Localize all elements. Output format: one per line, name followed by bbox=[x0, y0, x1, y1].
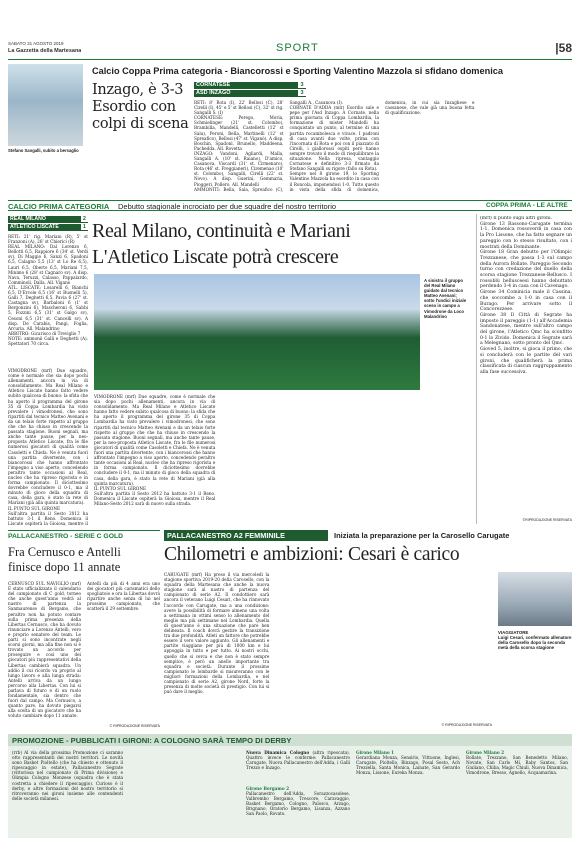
sidebar-label: COPPA PRIMA - LE ALTRE bbox=[486, 202, 568, 209]
promo-box bbox=[8, 734, 572, 838]
basket-main-subtitle: Iniziata la preparazione per la Carosello Carugate bbox=[334, 531, 510, 540]
basket-left-body: CERNUSCO SUL NAVIGLIO (mrf) È stato ufficializzato il calendario del campionato di C gold, torneo che anche quest'anno vedrà al nastro di partenza la Sanmaurense di Bergamo, che peraltro non ha potuto contare sulla prima presenza della Libertas Cernusco, che ha dovuto rinunciare a Lorenzo Antelli, vero e proprio senatore del team. Le parti si sono incontrate negli scorsi giorni, ma alla fine non si è trovato un accordo per proseguire e così uno dei giocatori più rappresentativi della Libertas cambierà squadra. Un addio il cui ricordo va proprio al lungo lavoro e alla lunga strada: Antelli arriva da un lungo percorso alla Libertas. Con lui si parlava di futuro e di un ruolo fondamentale, sia dentro che fuori dal campo. Ma Cernusco, a quanto pare, ha dovuto piegarsi alla scelta di un giocatore che ha voluto cambiare dopo 11 annate. Antelli da più di 4 anni era uno dei giocatori più carismatici dello spogliatoio e ora la Libertas dovrà ripartire anche senza di lui nel prossimo campionato, che scatterà il 29 settembre. bbox=[8, 581, 160, 719]
promo-group-text: Pallacanestro dell'Adda, Sorazzocasolese, Valbrembo Bergamo, Trescore, Caravaggio, Basket Bergamo, Cologno, Palosco, Arzago, Brignano, Oratorio Bergamo, Lisanza, Azzano San Paolo, Rovato. bbox=[246, 791, 350, 817]
promo-group bbox=[246, 786, 350, 836]
top-body: RETI: 8' Rota (I), 22' Bellosi (C), 28' Cirelli (I), 45' e 5' st Bellosi (C), 32' st rig. Sangalli S. (I) CORNATESE: Perego, Moria, Schmielinger (21' st. Colombo), Brambilla, Mandelli, Castelletti (12' st Sala), Peroni, Bella, Martinelli (12' st Spreafico), Bellosi (47' st. Viganò). A disp. Boschin, Spadoni, Brunello, Maddeena, Pachedda. All. Rovetta INZAGO: Vandoni, Agliardi, Malla, Sangalli A. (10' st. Raiano), D'amico, Casanova, Viscardi (31' st. Cirmenaro), Rota (46' st. Freggianeri), Ciremenao (10' st. Colombo), Sangalli, Cirelli (22' st. Novo). A disp. Guerini, Gemmaria, Pioggeri, Pollero. All. Mandelli AMMONITI: Bella, Sala, Spreafico (C), Sangalli A., Casanova (I). CORNATE D'ADDA (mlr) Esordio sale e pepe per l'Asd Inzago. A Cornate, nella prima giornata di Coppa Lombardia, la formazione di mister Mandelli ha conquistato un punto, al termine di una partita rocambolesca e vivace. I padroni di casa avanti due volte, prima con l'incornata di Rota e poi con il piazzato di Cirelli, i giallorossi ospiti però hanno sempre trovato il modo di riequilibrare la situazione. Nella ripresa, vantaggio Cornatese e definitivo 3-3 firmato da Stefano Sangalli su rigore (fallo su Rota). Sempre nel 8 girone 19, lo Sporting Valentino Mazzola ha esordito in casa con il Roncola, imponendosi 1-0. Tutto questo in vista della sfida di domenica, domenica, in cui sia Inzaghese e cassanese, che vale già una buona fetta di qualificazione. bbox=[194, 100, 475, 192]
team-photo-caption: A sinistra il gruppo del Real Milano guidato dal tecnico Matteo Avenani; sotto l'undici iniziale sceso in campo a Vimodrone da Loco Malandrino bbox=[424, 278, 467, 319]
promo-group-title: Nuova Dinamica Cologno bbox=[246, 750, 310, 755]
section-bar bbox=[8, 200, 572, 211]
score-row bbox=[194, 82, 306, 89]
promo-group bbox=[246, 750, 350, 784]
basket-left-label: PALLACANESTRO - SERIE C GOLD bbox=[8, 533, 124, 540]
score-row bbox=[8, 216, 88, 223]
promo-group-text: (altra ripescata). Quattro invece le conferme: Pallacanestro Carugate, Nuova Pallacanestro dell'Adda, i Galli Trezzo e Inzago. bbox=[246, 750, 350, 771]
promo-group-title: Girone Milano 2 bbox=[466, 750, 505, 755]
team-name: CORNATESE bbox=[196, 82, 231, 88]
team-name: ASD INZAGO bbox=[196, 90, 231, 96]
promo-intro: (rrb) Al via della prossima Promozione ci saranno otto rappresentanti dei nostri territori. Le novità sono Basket Pioltello (che ha chiesto e ottenuto il ripescaggio in estate), Pallacanestro Segrate (vittoriosa nel campionato di Prima divisione) e Olimpia Cologno Monzese (squadra che è stata costretta a chiedere il ripescaggio). Curioso è il derby, e altre formazioni del nostro territorio si ritroveranno nei gironi insieme alle contendenti delle società milanesi. bbox=[12, 750, 123, 801]
section-subtitle: Debutto stagionale incrociato per due squadre del nostro territorio bbox=[118, 202, 337, 211]
promo-group-text: Gerardiana Monza, Sensirio, Vittuone, Inglesi, Carugate, Pioltello, Binzago, Posal Sesto, Ach Trezzella, Santa Monica, Lainate, San Gerardo Monza, Lissone, Eureka Monza. bbox=[356, 755, 460, 776]
photo-sangalli bbox=[8, 64, 83, 146]
top-scorebox bbox=[194, 82, 306, 97]
match2-scorebox bbox=[8, 216, 88, 231]
basket-left bbox=[8, 530, 160, 730]
promo-group-text: Bollate, Trezzano, San Benedetto Milano, Novate, San Carlo Mi, Baby Santos, San Giuliano, Chiba, Magic Chiuli, Nuova Dinamica, Vimodrone, Bresso, Agnello, Acquamarina. bbox=[466, 755, 568, 776]
team-score: 3 bbox=[298, 90, 306, 96]
team-photo bbox=[94, 274, 420, 390]
score-row bbox=[8, 224, 88, 231]
team-score: 1 bbox=[81, 224, 88, 230]
sidebar-credit: ©RIPRODUZIONE RISERVATA bbox=[522, 518, 572, 522]
basket-left-credit: © RIPRODUZIONE RISERVATA bbox=[109, 724, 160, 728]
photo-cesari-caption: VIAGGIATORE Luigi Cesari, confermato allenatore della Carosello dopo la seconda metà della scorsa stagione bbox=[498, 630, 572, 651]
basket-main-body: CARUGATE (mrf) Ha preso il via mercoledì la stagione sportiva 2019-20 della Carosello, con la squadra della Martesana che anche la nuova stagione sarà al nastro di partenza del campionato di serie A2. Il condottiero sarà ancora il veterano Luigi Cesari, che ha rinnovato l'accordo con Carugate, ma a una condizione: avere la possibilità di formare almeno una volta a settimana in ottimi senso lo allenamento del meglio ma più settimane nel Lombardia. Quella di quest'anno è una situazione che pare ben delineata. Il coach dovrà gestire la transizione tra due profondità. Atleti un fattore che potrebbe essere il vero valore aggiunto. Gli allenamenti e partite viaggiano per più di 1000 km e lui appoggia in tutto e per tutto. Ai nostri occhi, quello che si cerca e che non è stato sempre semplice, è però un anello importante tra squadra e società. Durante il prossimo campionato le lombarde si misureranno con le migliori formazioni della Lombardia, e nel campionato di serie A2, girone Nord, forte la presenza di molte società di prestigio. Con lui si può dare il meglio. bbox=[164, 572, 270, 695]
header-paper: La Gazzetta della Martesana bbox=[8, 48, 82, 54]
match2-body: VIMODRONE (mrf) Due squadre, come è normale che sia dopo pochi allenamenti, ancora in via di consolidamento. Ma Real Milano e Atletico Liscate hanno fatto vedere subito qualcosa di buono: la sfida che ha aperto il programma del girone 35 di Coppa Lombardia ha visto prevalere i vimodronesi, che sono ripartiti dal tecnico Matteo Avenani e da un telaio forte rispetto al gruppo che che ha chiuso in crescendo la passata stagione. Buoni segnali, ma anche tante pause, per la neo-proposta Atletico Liscate, fra le file numerosi giocatori di qualità come Casoletti e Chiefa. Ne è venuta fuori una partita divertente, con i biancorossi che hanno affrontato l'impegno a viso aperto, concedendo peraltro tante occasioni al Real, nucleo che ha ripreso rigorista e in forma campionato. Il diciottesimo dovrebbe concludere il 0-1, ma il minuto di gioco della squadra di casa, della gara, è stato la rete di Mariani (già alla quinta marcatura). IL PUNTO SUL GIRONE Sull'altra partita il Sesto 2012 ha battuto 3-1 il Reno. Domenica il Liscate ospiterà la Gioiosa, mentre il Real Milano-Sesto 2012 sarà di nuovo sulla strada. bbox=[94, 394, 216, 506]
promo-group-title: Girone Milano 1 bbox=[356, 750, 395, 755]
promo-group bbox=[466, 750, 568, 836]
team-score: 3 bbox=[298, 82, 306, 88]
photo-cesari bbox=[498, 572, 572, 626]
basket-main-headline: Chilometri e ambizioni: Cesari è carico bbox=[164, 544, 460, 565]
team-name: REAL MILANO bbox=[10, 216, 46, 222]
header-section: SPORT bbox=[276, 42, 319, 54]
sidebar-divider bbox=[476, 214, 477, 524]
team-score: 2 bbox=[81, 216, 88, 222]
score-row bbox=[194, 90, 306, 97]
basket-main-label: PALLACANESTRO A2 FEMMINILE bbox=[164, 530, 328, 541]
top-headline: Inzago, è 3-3 Esordio con colpi di scena bbox=[92, 82, 189, 132]
top-kicker: Calcio Coppa Prima categoria - Biancorossi e Sporting Valentino Mazzola si sfidano domenica bbox=[92, 66, 503, 76]
promo-group-title: Girone Bergamo 2 bbox=[246, 786, 289, 791]
promo-group bbox=[356, 750, 460, 836]
header-page-number: |58 bbox=[555, 41, 572, 55]
page-number: 58 bbox=[558, 41, 572, 55]
basket-main bbox=[164, 530, 572, 730]
team-name: ATLETICO LISCATE bbox=[10, 224, 59, 230]
section-label: CALCIO PRIMA CATEGORIA bbox=[8, 202, 110, 211]
match2-headline: Real Milano, continuità e Mariani L'Atletico Liscate potrà crescere bbox=[92, 220, 351, 268]
page-header bbox=[8, 38, 572, 60]
sidebar-text: (mrf) Il punto sugli altri gironi. Girone 13 Bassono-Carugate termina 1-1. Domenica rossoverdi in casa con la Pro Lissone, che ha fatto segnare un pareggio con lo stesso risultato, con i mostrati della Dominante. Girone 18 Gran debutto per l'Olimpic Trezzanese, che passa 1-3 sul campo della Aurora Bollate. Pareggio Secondo turno con credazione del duello della scorsa stagione Trezzanese-Bellusco. I rossoblù bellusceesi hanno debuttato perdendo 3-4 in casa con il Cavenago. Girone 34 Cominicia male il Cassina, che soccombe a 1-0 in casa con il Burago. Per arrivare sotto il Concorezzese. Girone 38 Il Città di Segrate ha imposto il pareggio (1-1) all'Accademia Sandonatese, mentre sull'altro campo del girone, l'Atletico Qmc ha sconfitto 0-1 lo Zivido. Domenica il Segrate sarà a Melegnano, sotto pronto del Qmc. Gioved 5, inoltre, si gioca il primo, che si concluderà con le partite del vari gironi, che qualificherà la prima classificata di ciascun raggruppamento alla fase successiva. bbox=[480, 216, 572, 375]
promo-label: PROMOZIONE - PUBBLICATI I GIRONI: A COLOGNO SARÀ TEMPO DI DERBY bbox=[8, 734, 572, 746]
match2-lineups: RETI: 21' rig. Mariani (R), 5' st Franzoni (A), 26' st Chierici (R) REAL MILANO: Dal Lorenzo 6, Bellotti 6,5, Rappiore 6 (34' st. Verdi sv), Di Maggio 6, Sanzi 6, Spadoni 6,5, Calagno 5,5 (13' st Lo Re 6,5), Lauri 6,5, Oberto 6,5, Mariani 7,5, Minimo 6 (28' st Cagnaro sv). A disp. Nava, Teruzzi, Calasso, Pappalardo, Comminoli, Dalla. All. Viganò ATL. LISCATE: Losarelli 6, Bianchi 6,5, D'Ercole 6,5 (16' st Busnelli 5), Galli 7, Deghetti 6,5, Pavia 6 (27' st. Castagna sv), Barbaloni 6 (1' st Bergonzini 6), Mascheroni 6, Sabbi 5, Fozzini 6,5 (31' st Galgo sv), Cesoni 6,5 (31' st. Cancelli sv). A disp. De Carabis, Pangi, Foglia, Arcuria. All. Malandrino ARBITRO: Gicarisco di Treviglio 7 NOTE: ammonii Galli e Deghetti (A). Spettatori 70 circa. bbox=[8, 234, 88, 346]
match2-body-left: VIMODRONE (mrf) Due squadre, come è normale che sia dopo pochi allenamenti, ancora in via di consolidamento. Ma Real Milano e Atletico Liscate hanno fatto vedere subito qualcosa di buono: la sfida che ha aperto il programma del girone 35 di Coppa Lombardia ha visto prevalere i vimodronesi, che sono ripartiti dal tecnico Matteo Avenani e da un telaio forte rispetto al gruppo che che ha chiuso in crescendo la passata stagione. Buoni segnali, ma anche tante pause, per la neo-proposta Atletico Liscate, fra le file numerosi giocatori di qualità come Casoletti e Chiefa. Ne è venuta fuori una partita divertente, con i biancorossi che hanno affrontato l'impegno a viso aperto, concedendo peraltro tante occasioni al Real, nucleo che ha ripreso rigorista e in forma campionato. Il diciottesimo dovrebbe concludere il 0-1, ma il minuto di gioco della squadra di casa, della gara, è stato la rete di Mariani (già alla quinta marcatura). IL PUNTO SUL GIRONE Sull'altra partita il Sesto 2012 ha battuto 3-1 il Reno. Domenica il Liscate ospiterà la Gioiosa, mentre il bbox=[8, 368, 88, 526]
photo-caption: Stefano Sangalli, subito a bersaglio bbox=[8, 148, 79, 153]
basket-main-credit: © RIPRODUZIONE RISERVATA bbox=[441, 723, 492, 727]
header-date: SABATO 31 AGOSTO 2019 bbox=[8, 41, 64, 46]
basket-left-headline: Fra Cernusco e Antelli finisce dopo 11 annate bbox=[8, 545, 121, 574]
